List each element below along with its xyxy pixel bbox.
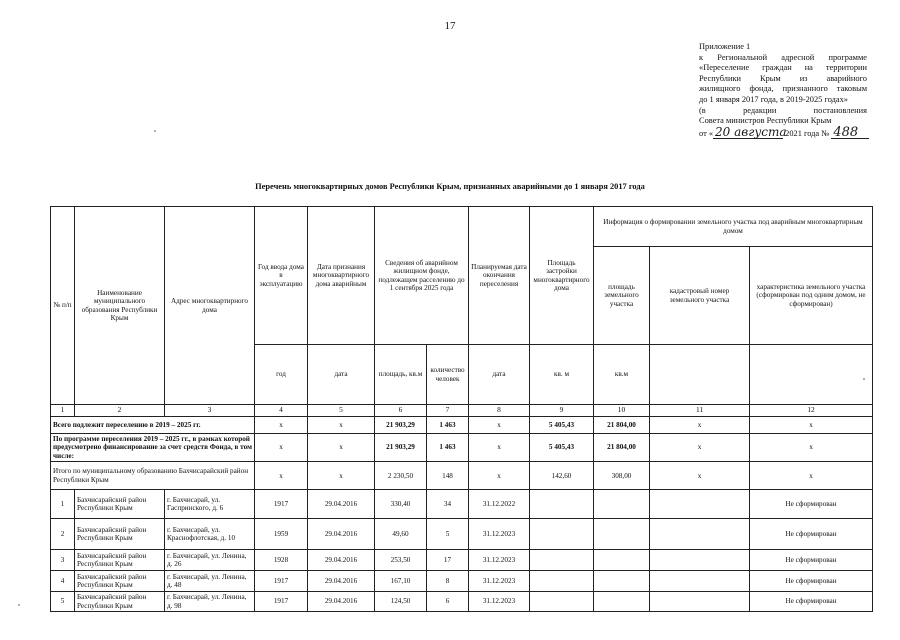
row-land	[594, 592, 650, 612]
summary-year: х	[255, 462, 308, 490]
row-date: 29.04.2016	[308, 571, 375, 592]
summary-label: По программе переселения 2019 – 2025 гг., в рамках которой предусмотрено финансирование за счет средств Фонда, в том числе:	[51, 434, 255, 462]
header-year-built: Год ввода дома в эксплуатацию	[255, 207, 308, 345]
summary-label: Итого по муниципальному образованию Бахчисарайский район Республики Крым	[51, 462, 255, 490]
column-index: 2	[75, 405, 165, 417]
row-built	[530, 592, 594, 612]
header-row	[51, 207, 873, 247]
column-index: 6	[375, 405, 427, 417]
summary-plan: х	[469, 462, 530, 490]
row-built	[530, 519, 594, 550]
row-num: 2	[51, 519, 75, 550]
row-plan: 31.12.2022	[469, 490, 530, 519]
unit-built-area: кв. м	[530, 345, 594, 405]
row-address: г. Бахчисарай, ул. Гаспринского, д. 6	[165, 490, 255, 519]
summary-character: х	[750, 434, 873, 462]
summary-people: 1 463	[427, 434, 469, 462]
summary-area: 2 230,50	[375, 462, 427, 490]
header-num: № п/п	[51, 207, 75, 405]
unit-year: год	[255, 345, 308, 405]
column-index: 7	[427, 405, 469, 417]
summary-land: 21 804,00	[594, 434, 650, 462]
row-num: 3	[51, 550, 75, 571]
header-built-area: Площадь застройки многоквартирного дома	[530, 207, 594, 345]
row-land	[594, 571, 650, 592]
appendix-line: Республики Крым из аварийного	[699, 73, 867, 83]
row-cadastral	[650, 490, 750, 519]
page-number: 17	[444, 20, 456, 32]
unit-people: количество человек	[427, 345, 469, 405]
row-area: 49,60	[375, 519, 427, 550]
row-municipality: Бахчисарайский район Республики Крым	[75, 490, 165, 519]
row-year: 1917	[255, 490, 308, 519]
header-address: Адрес многоквартирного дома	[165, 207, 255, 405]
row-address: г. Бахчисарай, ул. Ленина, д. 26	[165, 550, 255, 571]
row-year: 1917	[255, 592, 308, 612]
row-date: 29.04.2016	[308, 519, 375, 550]
column-index: 10	[594, 405, 650, 417]
appendix-line: Приложение 1	[699, 42, 751, 51]
summary-people: 148	[427, 462, 469, 490]
appendix-line: к Региональной адресной программе	[699, 52, 867, 62]
summary-date: х	[308, 417, 375, 434]
summary-character: х	[750, 417, 873, 434]
summary-date: х	[308, 434, 375, 462]
row-municipality: Бахчисарайский район Республики Крым	[75, 571, 165, 592]
row-year: 1959	[255, 519, 308, 550]
appendix-line: жилищного фонда, признанного таковым	[699, 84, 867, 94]
row-people: 5	[427, 519, 469, 550]
unit-area: площадь, кв.м	[375, 345, 427, 405]
row-date: 29.04.2016	[308, 592, 375, 612]
row-year: 1928	[255, 550, 308, 571]
row-num: 4	[51, 571, 75, 592]
table-row	[51, 592, 873, 612]
row-character: Не сформирован	[750, 550, 873, 571]
column-index: 8	[469, 405, 530, 417]
column-index: 9	[530, 405, 594, 417]
summary-year: х	[255, 434, 308, 462]
row-character: Не сформирован	[750, 592, 873, 612]
row-year: 1917	[255, 571, 308, 592]
summary-built: 5 405,43	[530, 434, 594, 462]
row-address: г. Бахчисарай, ул. Ленина, д. 48	[165, 571, 255, 592]
unit-plan-date: дата	[469, 345, 530, 405]
summary-label: Всего подлежит переселению в 2019 – 2025 гг.	[51, 417, 255, 434]
appendix-line: Совета министров Республики Крым	[699, 116, 832, 126]
unit-land-area: кв.м	[594, 345, 650, 405]
registry-table	[50, 206, 873, 612]
unit-date: дата	[308, 345, 375, 405]
header-housing-info: Сведения об аварийном жилищном фонде, подлежащем расселению до 1 сентября 2025 года	[375, 207, 469, 345]
row-land	[594, 490, 650, 519]
summary-built: 142,60	[530, 462, 594, 490]
summary-land: 21 804,00	[594, 417, 650, 434]
row-cadastral	[650, 519, 750, 550]
appendix-block	[699, 42, 867, 139]
summary-date: х	[308, 462, 375, 490]
row-character: Не сформирован	[750, 490, 873, 519]
column-index: 11	[650, 405, 750, 417]
handwritten-number: 488	[831, 127, 869, 139]
appendix-line: «Переселение граждан на территории	[699, 63, 867, 73]
header-planned-date: Планируемая дата окончания переселения	[469, 207, 530, 345]
table-row	[51, 519, 873, 550]
row-character: Не сформирован	[750, 571, 873, 592]
row-cadastral	[650, 571, 750, 592]
row-built	[530, 490, 594, 519]
row-area: 253,50	[375, 550, 427, 571]
row-people: 6	[427, 592, 469, 612]
column-index: 12	[750, 405, 873, 417]
table-row	[51, 550, 873, 571]
summary-plan: х	[469, 434, 530, 462]
summary-row	[51, 417, 873, 434]
row-built	[530, 571, 594, 592]
summary-year: х	[255, 417, 308, 434]
row-municipality: Бахчисарайский район Республики Крым	[75, 519, 165, 550]
column-index: 4	[255, 405, 308, 417]
signature-year: 2021 года №	[785, 128, 830, 138]
row-num: 1	[51, 490, 75, 519]
row-area: 330,40	[375, 490, 427, 519]
summary-area: 21 903,29	[375, 434, 427, 462]
table-row	[51, 571, 873, 592]
column-index: 5	[308, 405, 375, 417]
column-index-row	[51, 405, 873, 417]
row-built	[530, 550, 594, 571]
row-land	[594, 550, 650, 571]
header-land-info: Информация о формировании земельного участка под аварийным многоквартирным домом	[594, 207, 873, 247]
row-municipality: Бахчисарайский район Республики Крым	[75, 550, 165, 571]
row-plan: 31.12.2023	[469, 592, 530, 612]
header-land-character: характеристика земельного участка (сформирован под одним домом, не сформирован)	[750, 247, 873, 345]
row-cadastral	[650, 592, 750, 612]
row-num: 5	[51, 592, 75, 612]
summary-people: 1 463	[427, 417, 469, 434]
scan-speck	[863, 378, 865, 380]
unit-cadastral	[650, 345, 750, 405]
row-land	[594, 519, 650, 550]
table-row	[51, 490, 873, 519]
row-plan: 31.12.2023	[469, 571, 530, 592]
scan-speck	[18, 604, 20, 606]
row-people: 8	[427, 571, 469, 592]
summary-plan: х	[469, 417, 530, 434]
summary-cadastral: х	[650, 434, 750, 462]
summary-built: 5 405,43	[530, 417, 594, 434]
header-cadastral: кадастровый номер земельного участка	[650, 247, 750, 345]
row-people: 17	[427, 550, 469, 571]
summary-cadastral: х	[650, 417, 750, 434]
summary-row	[51, 462, 873, 490]
row-area: 167,10	[375, 571, 427, 592]
appendix-line: до 1 января 2017 года, в 2019-2025 годах»	[699, 94, 848, 104]
row-date: 29.04.2016	[308, 490, 375, 519]
header-date-emergency: Дата признания многоквартирного дома аварийным	[308, 207, 375, 345]
row-area: 124,50	[375, 592, 427, 612]
document-title: Перечень многоквартирных домов Республики Крым, признанных аварийными до 1 января 2017 года	[255, 182, 645, 191]
row-address: г. Бахчисарай, ул. Краснофлотская, д. 10	[165, 519, 255, 550]
row-cadastral	[650, 550, 750, 571]
appendix-line: (в редакции постановления	[699, 105, 867, 115]
handwritten-date: 20 августа	[715, 124, 787, 139]
column-index: 1	[51, 405, 75, 417]
signature-prefix: от «	[699, 128, 714, 138]
column-index: 3	[165, 405, 255, 417]
row-municipality: Бахчисарайский район Республики Крым	[75, 592, 165, 612]
unit-land-character	[750, 345, 873, 405]
row-plan: 31.12.2023	[469, 519, 530, 550]
header-land-area: площадь земельного участка	[594, 247, 650, 345]
row-address: г. Бахчисарай, ул. Ленина, д. 98	[165, 592, 255, 612]
row-plan: 31.12.2023	[469, 550, 530, 571]
summary-row	[51, 434, 873, 462]
scan-speck	[154, 130, 156, 132]
signature-line	[699, 124, 867, 140]
summary-area: 21 903,29	[375, 417, 427, 434]
summary-land: 308,00	[594, 462, 650, 490]
header-municipality: Наименование муниципального образования Республики Крым	[75, 207, 165, 405]
summary-cadastral: х	[650, 462, 750, 490]
row-character: Не сформирован	[750, 519, 873, 550]
row-people: 34	[427, 490, 469, 519]
summary-character: х	[750, 462, 873, 490]
row-date: 29.04.2016	[308, 550, 375, 571]
